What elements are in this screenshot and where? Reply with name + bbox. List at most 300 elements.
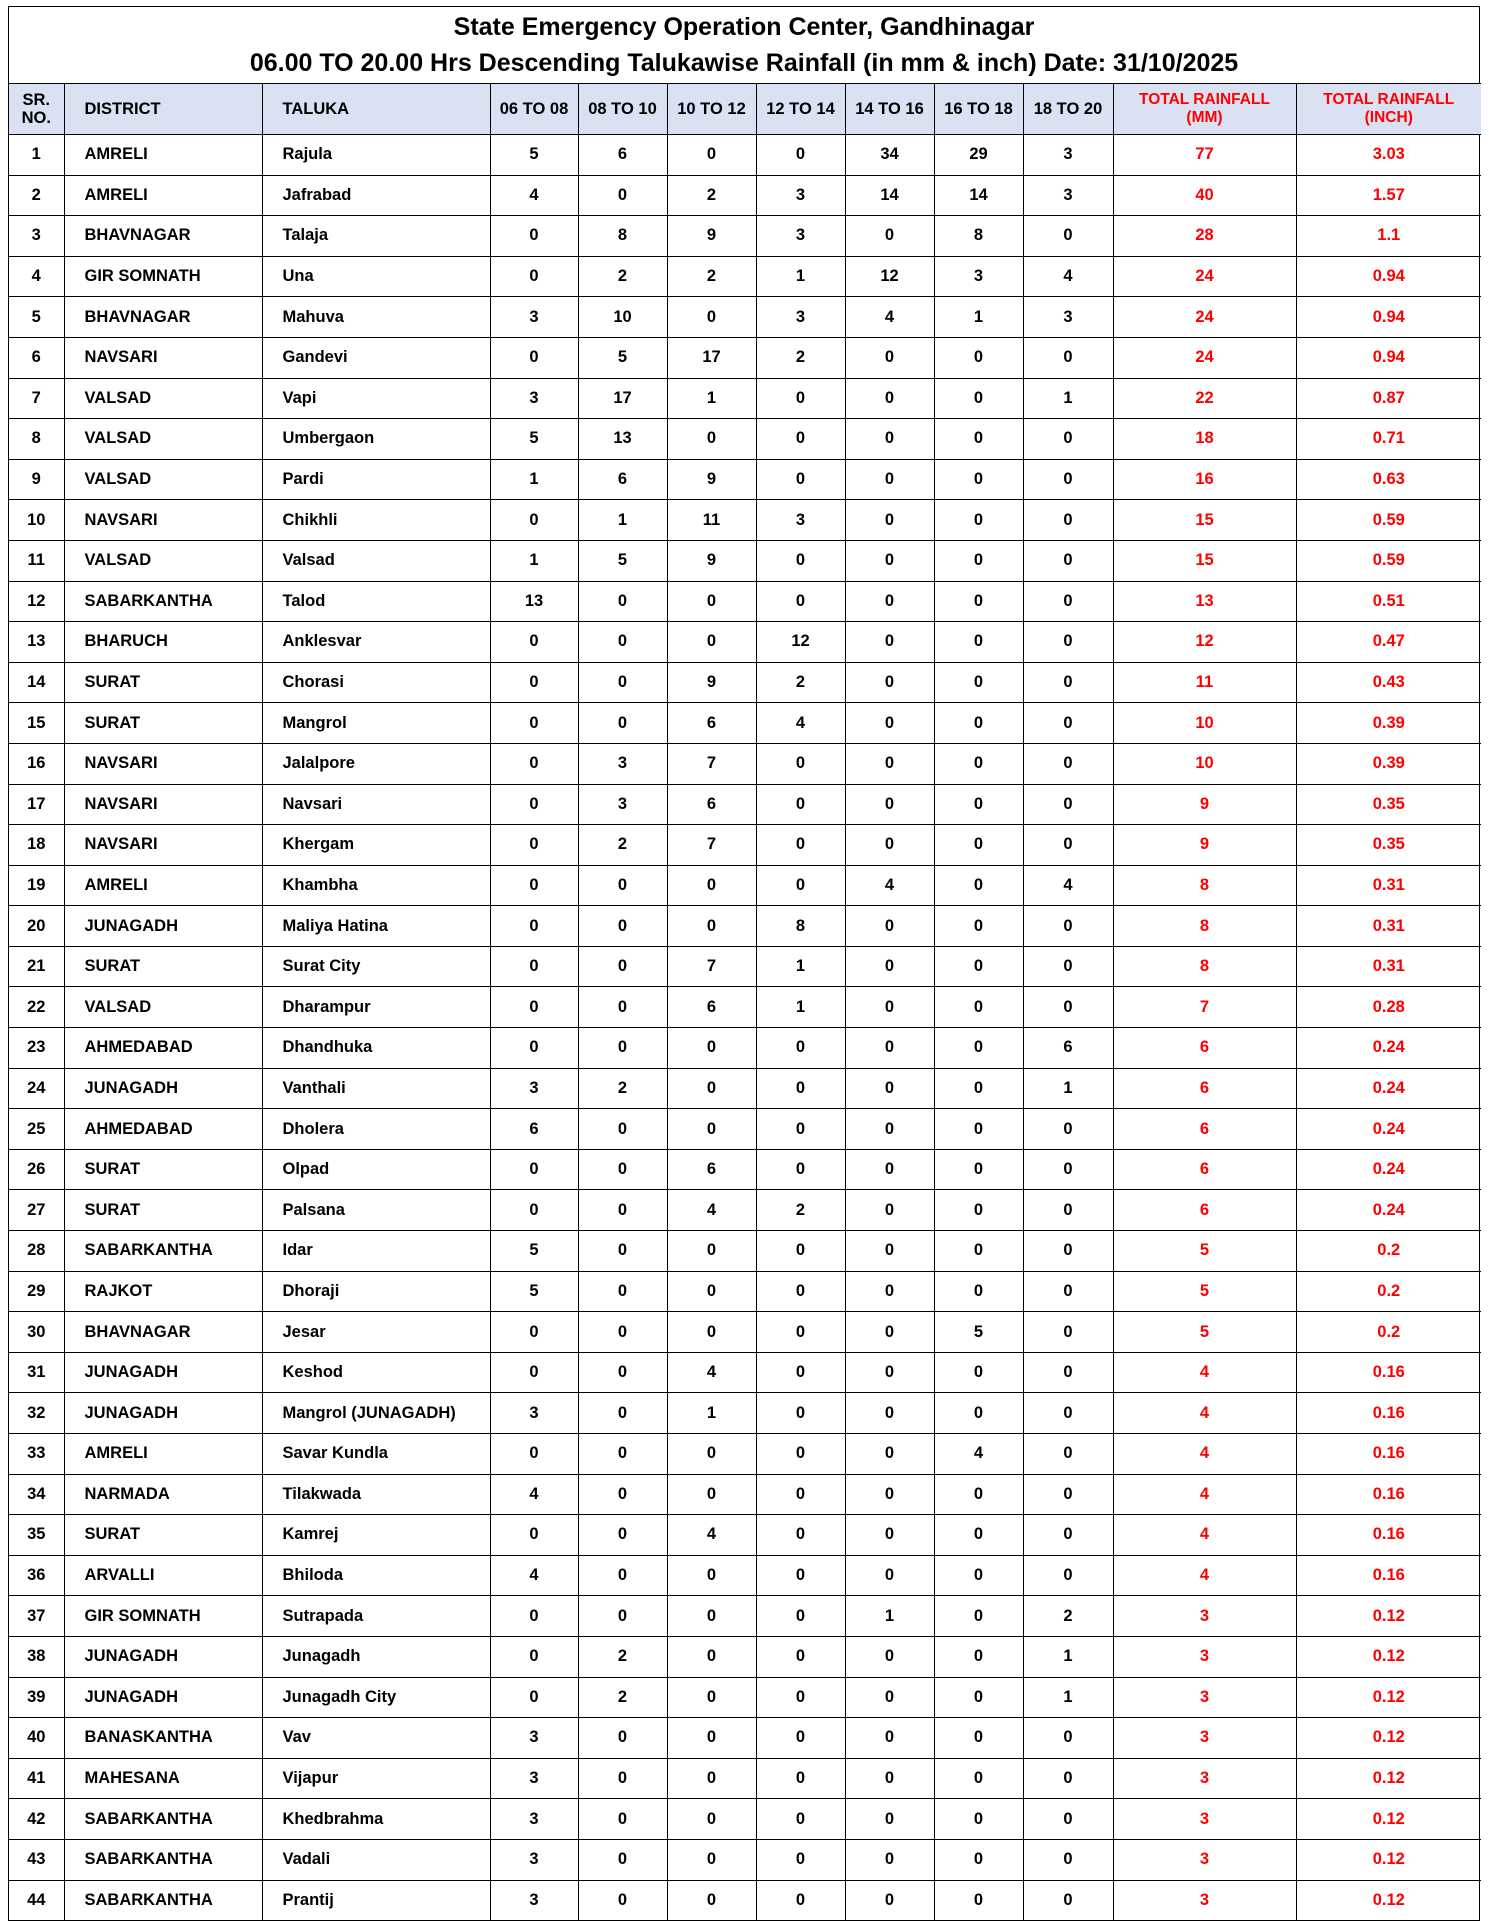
- cell-total-mm: 3: [1113, 1718, 1296, 1759]
- cell-total-inch: 0.16: [1296, 1393, 1481, 1434]
- cell-total-inch: 0.39: [1296, 743, 1481, 784]
- cell-14-16: 12: [845, 256, 934, 297]
- cell-06-08: 0: [490, 1636, 578, 1677]
- cell-10-12: 7: [667, 743, 756, 784]
- cell-sr-no: 7: [9, 378, 64, 419]
- cell-taluka: Mangrol (JUNAGADH): [262, 1393, 490, 1434]
- cell-total-mm: 8: [1113, 946, 1296, 987]
- cell-10-12: 0: [667, 1028, 756, 1069]
- cell-taluka: Khergam: [262, 825, 490, 866]
- cell-sr-no: 3: [9, 216, 64, 257]
- cell-08-10: 0: [578, 946, 667, 987]
- cell-14-16: 0: [845, 987, 934, 1028]
- cell-16-18: 0: [934, 1271, 1023, 1312]
- cell-10-12: 0: [667, 1799, 756, 1840]
- cell-16-18: 0: [934, 987, 1023, 1028]
- cell-16-18: 0: [934, 1474, 1023, 1515]
- cell-10-12: 1: [667, 1393, 756, 1434]
- cell-district: AHMEDABAD: [64, 1028, 262, 1069]
- cell-12-14: 0: [756, 1393, 845, 1434]
- cell-16-18: 0: [934, 459, 1023, 500]
- cell-taluka: Khambha: [262, 865, 490, 906]
- cell-08-10: 0: [578, 175, 667, 216]
- cell-sr-no: 36: [9, 1555, 64, 1596]
- cell-18-20: 0: [1023, 1434, 1113, 1475]
- cell-06-08: 0: [490, 987, 578, 1028]
- cell-06-08: 1: [490, 459, 578, 500]
- cell-12-14: 0: [756, 1352, 845, 1393]
- cell-08-10: 0: [578, 581, 667, 622]
- cell-10-12: 0: [667, 906, 756, 947]
- cell-18-20: 0: [1023, 1474, 1113, 1515]
- cell-district: JUNAGADH: [64, 906, 262, 947]
- cell-district: BHARUCH: [64, 622, 262, 663]
- cell-16-18: 0: [934, 1352, 1023, 1393]
- col-header-14-16: 14 TO 16: [845, 84, 934, 135]
- cell-08-10: 0: [578, 662, 667, 703]
- cell-14-16: 4: [845, 297, 934, 338]
- table-row: [9, 1596, 1481, 1637]
- cell-total-mm: 77: [1113, 135, 1296, 176]
- cell-total-inch: 0.35: [1296, 784, 1481, 825]
- cell-sr-no: 28: [9, 1231, 64, 1272]
- cell-16-18: 1: [934, 297, 1023, 338]
- cell-18-20: 0: [1023, 1190, 1113, 1231]
- cell-06-08: 0: [490, 662, 578, 703]
- cell-12-14: 0: [756, 135, 845, 176]
- cell-total-inch: 3.03: [1296, 135, 1481, 176]
- cell-18-20: 3: [1023, 297, 1113, 338]
- cell-total-inch: 1.57: [1296, 175, 1481, 216]
- cell-06-08: 5: [490, 419, 578, 460]
- cell-16-18: 0: [934, 784, 1023, 825]
- cell-total-inch: 0.12: [1296, 1839, 1481, 1880]
- cell-total-inch: 0.94: [1296, 337, 1481, 378]
- cell-total-mm: 11: [1113, 662, 1296, 703]
- cell-08-10: 5: [578, 337, 667, 378]
- cell-18-20: 0: [1023, 1515, 1113, 1556]
- cell-12-14: 2: [756, 337, 845, 378]
- cell-sr-no: 41: [9, 1758, 64, 1799]
- cell-12-14: 0: [756, 1799, 845, 1840]
- cell-18-20: 0: [1023, 1758, 1113, 1799]
- cell-06-08: 3: [490, 1393, 578, 1434]
- table-row: [9, 987, 1481, 1028]
- cell-total-inch: 0.43: [1296, 662, 1481, 703]
- cell-18-20: 0: [1023, 784, 1113, 825]
- cell-10-12: 0: [667, 1718, 756, 1759]
- table-row: [9, 216, 1481, 257]
- table-row: [9, 825, 1481, 866]
- cell-08-10: 0: [578, 1596, 667, 1637]
- header-row: [9, 84, 1481, 135]
- cell-14-16: 0: [845, 1109, 934, 1150]
- cell-district: SABARKANTHA: [64, 1880, 262, 1920]
- cell-10-12: 11: [667, 500, 756, 541]
- cell-district: AHMEDABAD: [64, 1109, 262, 1150]
- cell-taluka: Dharampur: [262, 987, 490, 1028]
- table-row: [9, 378, 1481, 419]
- cell-sr-no: 34: [9, 1474, 64, 1515]
- cell-16-18: 0: [934, 703, 1023, 744]
- table-row: [9, 784, 1481, 825]
- cell-08-10: 0: [578, 1555, 667, 1596]
- cell-16-18: 8: [934, 216, 1023, 257]
- cell-sr-no: 8: [9, 419, 64, 460]
- cell-12-14: 0: [756, 784, 845, 825]
- table-row: [9, 1352, 1481, 1393]
- table-row: [9, 1555, 1481, 1596]
- cell-08-10: 0: [578, 1799, 667, 1840]
- cell-total-inch: 0.12: [1296, 1718, 1481, 1759]
- cell-sr-no: 39: [9, 1677, 64, 1718]
- cell-14-16: 0: [845, 216, 934, 257]
- cell-06-08: 0: [490, 784, 578, 825]
- cell-12-14: 4: [756, 703, 845, 744]
- cell-18-20: 0: [1023, 419, 1113, 460]
- cell-16-18: 0: [934, 581, 1023, 622]
- report-subtitle: 06.00 TO 20.00 Hrs Descending Talukawise Rainfall (in mm & inch) Date: 31/10/2025: [249, 49, 1239, 77]
- cell-16-18: 0: [934, 1068, 1023, 1109]
- cell-sr-no: 43: [9, 1839, 64, 1880]
- cell-district: NARMADA: [64, 1474, 262, 1515]
- cell-16-18: 0: [934, 1190, 1023, 1231]
- cell-18-20: 0: [1023, 1231, 1113, 1272]
- cell-14-16: 0: [845, 500, 934, 541]
- cell-08-10: 6: [578, 459, 667, 500]
- cell-16-18: 0: [934, 540, 1023, 581]
- cell-district: VALSAD: [64, 419, 262, 460]
- cell-10-12: 0: [667, 419, 756, 460]
- cell-district: SURAT: [64, 1149, 262, 1190]
- cell-district: GIR SOMNATH: [64, 256, 262, 297]
- cell-16-18: 4: [934, 1434, 1023, 1475]
- col-header-total-mm-line2: (MM): [1186, 109, 1223, 126]
- cell-18-20: 0: [1023, 1109, 1113, 1150]
- cell-14-16: 0: [845, 825, 934, 866]
- cell-district: SABARKANTHA: [64, 581, 262, 622]
- cell-district: SURAT: [64, 946, 262, 987]
- cell-sr-no: 25: [9, 1109, 64, 1150]
- cell-district: NAVSARI: [64, 784, 262, 825]
- cell-14-16: 0: [845, 1271, 934, 1312]
- cell-12-14: 0: [756, 1758, 845, 1799]
- cell-16-18: 0: [934, 1555, 1023, 1596]
- cell-14-16: 0: [845, 1758, 934, 1799]
- col-header-sr-line2: NO.: [21, 109, 51, 127]
- cell-sr-no: 13: [9, 622, 64, 663]
- cell-08-10: 0: [578, 1271, 667, 1312]
- rainfall-table: [9, 83, 1481, 1920]
- cell-taluka: Jalalpore: [262, 743, 490, 784]
- cell-16-18: 0: [934, 1393, 1023, 1434]
- table-row: [9, 581, 1481, 622]
- cell-06-08: 0: [490, 703, 578, 744]
- cell-sr-no: 33: [9, 1434, 64, 1475]
- cell-sr-no: 14: [9, 662, 64, 703]
- cell-total-mm: 3: [1113, 1636, 1296, 1677]
- cell-10-12: 0: [667, 1880, 756, 1920]
- cell-taluka: Tilakwada: [262, 1474, 490, 1515]
- cell-taluka: Dhoraji: [262, 1271, 490, 1312]
- table-row: [9, 1149, 1481, 1190]
- table-row: [9, 1190, 1481, 1231]
- cell-10-12: 0: [667, 622, 756, 663]
- cell-10-12: 0: [667, 1474, 756, 1515]
- cell-16-18: 0: [934, 1109, 1023, 1150]
- cell-sr-no: 16: [9, 743, 64, 784]
- cell-14-16: 0: [845, 1636, 934, 1677]
- table-row: [9, 1718, 1481, 1759]
- cell-district: NAVSARI: [64, 337, 262, 378]
- cell-taluka: Gandevi: [262, 337, 490, 378]
- cell-10-12: 9: [667, 540, 756, 581]
- col-header-06-08: 06 TO 08: [490, 84, 578, 135]
- cell-sr-no: 42: [9, 1799, 64, 1840]
- cell-08-10: 2: [578, 256, 667, 297]
- cell-12-14: 0: [756, 743, 845, 784]
- cell-18-20: 0: [1023, 1718, 1113, 1759]
- table-row: [9, 419, 1481, 460]
- cell-12-14: 0: [756, 865, 845, 906]
- cell-district: BHAVNAGAR: [64, 297, 262, 338]
- cell-14-16: 0: [845, 1555, 934, 1596]
- cell-taluka: Sutrapada: [262, 1596, 490, 1637]
- cell-06-08: 3: [490, 297, 578, 338]
- cell-06-08: 0: [490, 256, 578, 297]
- cell-16-18: 0: [934, 500, 1023, 541]
- table-row: [9, 743, 1481, 784]
- cell-14-16: 34: [845, 135, 934, 176]
- cell-total-mm: 24: [1113, 297, 1296, 338]
- cell-total-mm: 3: [1113, 1880, 1296, 1920]
- table-row: [9, 540, 1481, 581]
- cell-16-18: 0: [934, 743, 1023, 784]
- cell-14-16: 0: [845, 1515, 934, 1556]
- table-row: [9, 1271, 1481, 1312]
- cell-18-20: 0: [1023, 906, 1113, 947]
- cell-18-20: 3: [1023, 175, 1113, 216]
- cell-14-16: 0: [845, 1434, 934, 1475]
- cell-taluka: Pardi: [262, 459, 490, 500]
- col-header-total-inch-line2: (INCH): [1364, 109, 1413, 126]
- cell-18-20: 1: [1023, 1636, 1113, 1677]
- cell-18-20: 0: [1023, 1799, 1113, 1840]
- table-row: [9, 1231, 1481, 1272]
- cell-12-14: 1: [756, 256, 845, 297]
- cell-total-inch: 0.24: [1296, 1109, 1481, 1150]
- cell-sr-no: 44: [9, 1880, 64, 1920]
- cell-taluka: Jafrabad: [262, 175, 490, 216]
- cell-12-14: 2: [756, 1190, 845, 1231]
- cell-16-18: 0: [934, 865, 1023, 906]
- cell-14-16: 0: [845, 703, 934, 744]
- cell-district: SURAT: [64, 1515, 262, 1556]
- cell-sr-no: 19: [9, 865, 64, 906]
- cell-18-20: 0: [1023, 581, 1113, 622]
- cell-08-10: 2: [578, 1636, 667, 1677]
- cell-10-12: 6: [667, 987, 756, 1028]
- cell-14-16: 0: [845, 1190, 934, 1231]
- cell-06-08: 0: [490, 1352, 578, 1393]
- report-header: [9, 7, 1479, 83]
- cell-12-14: 1: [756, 946, 845, 987]
- cell-total-inch: 1.1: [1296, 216, 1481, 257]
- cell-14-16: 0: [845, 1068, 934, 1109]
- cell-06-08: 4: [490, 1555, 578, 1596]
- cell-district: AMRELI: [64, 175, 262, 216]
- cell-12-14: 0: [756, 1231, 845, 1272]
- cell-12-14: 0: [756, 1312, 845, 1353]
- cell-14-16: 0: [845, 581, 934, 622]
- cell-12-14: 8: [756, 906, 845, 947]
- cell-sr-no: 1: [9, 135, 64, 176]
- cell-08-10: 0: [578, 622, 667, 663]
- cell-10-12: 0: [667, 865, 756, 906]
- cell-10-12: 6: [667, 784, 756, 825]
- cell-16-18: 0: [934, 1880, 1023, 1920]
- cell-total-mm: 5: [1113, 1271, 1296, 1312]
- cell-taluka: Olpad: [262, 1149, 490, 1190]
- cell-06-08: 3: [490, 1880, 578, 1920]
- cell-total-inch: 0.16: [1296, 1515, 1481, 1556]
- cell-12-14: 0: [756, 1068, 845, 1109]
- cell-18-20: 0: [1023, 1352, 1113, 1393]
- cell-sr-no: 9: [9, 459, 64, 500]
- cell-18-20: 0: [1023, 500, 1113, 541]
- cell-taluka: Junagadh City: [262, 1677, 490, 1718]
- cell-sr-no: 12: [9, 581, 64, 622]
- cell-06-08: 0: [490, 743, 578, 784]
- cell-10-12: 6: [667, 1149, 756, 1190]
- cell-14-16: 0: [845, 540, 934, 581]
- cell-taluka: Junagadh: [262, 1636, 490, 1677]
- cell-district: VALSAD: [64, 459, 262, 500]
- cell-06-08: 0: [490, 337, 578, 378]
- cell-12-14: 0: [756, 1636, 845, 1677]
- cell-district: BANASKANTHA: [64, 1718, 262, 1759]
- table-row: [9, 1474, 1481, 1515]
- cell-10-12: 17: [667, 337, 756, 378]
- cell-16-18: 0: [934, 1596, 1023, 1637]
- cell-10-12: 0: [667, 135, 756, 176]
- cell-10-12: 7: [667, 825, 756, 866]
- table-row: [9, 1312, 1481, 1353]
- table-row: [9, 662, 1481, 703]
- cell-12-14: 3: [756, 175, 845, 216]
- cell-18-20: 0: [1023, 743, 1113, 784]
- cell-12-14: 0: [756, 1028, 845, 1069]
- cell-sr-no: 31: [9, 1352, 64, 1393]
- cell-08-10: 0: [578, 865, 667, 906]
- cell-18-20: 4: [1023, 865, 1113, 906]
- cell-06-08: 4: [490, 1474, 578, 1515]
- table-row: [9, 1799, 1481, 1840]
- table-row: [9, 1758, 1481, 1799]
- cell-total-inch: 0.59: [1296, 540, 1481, 581]
- cell-taluka: Talaja: [262, 216, 490, 257]
- cell-16-18: 0: [934, 662, 1023, 703]
- cell-14-16: 0: [845, 1028, 934, 1069]
- table-row: [9, 622, 1481, 663]
- cell-taluka: Surat City: [262, 946, 490, 987]
- cell-10-12: 0: [667, 1068, 756, 1109]
- cell-district: NAVSARI: [64, 500, 262, 541]
- cell-16-18: 0: [934, 1799, 1023, 1840]
- cell-12-14: 0: [756, 1839, 845, 1880]
- cell-14-16: 0: [845, 1393, 934, 1434]
- cell-12-14: 0: [756, 1434, 845, 1475]
- cell-total-inch: 0.16: [1296, 1555, 1481, 1596]
- cell-08-10: 5: [578, 540, 667, 581]
- cell-total-inch: 0.24: [1296, 1068, 1481, 1109]
- table-row: [9, 1028, 1481, 1069]
- cell-08-10: 13: [578, 419, 667, 460]
- cell-08-10: 0: [578, 1312, 667, 1353]
- cell-sr-no: 22: [9, 987, 64, 1028]
- cell-total-inch: 0.16: [1296, 1434, 1481, 1475]
- cell-total-mm: 3: [1113, 1758, 1296, 1799]
- cell-total-mm: 28: [1113, 216, 1296, 257]
- col-header-18-20: 18 TO 20: [1023, 84, 1113, 135]
- cell-06-08: 0: [490, 1028, 578, 1069]
- cell-total-inch: 0.24: [1296, 1149, 1481, 1190]
- cell-district: RAJKOT: [64, 1271, 262, 1312]
- table-row: [9, 1109, 1481, 1150]
- cell-10-12: 0: [667, 297, 756, 338]
- cell-total-mm: 4: [1113, 1434, 1296, 1475]
- cell-18-20: 0: [1023, 540, 1113, 581]
- cell-total-inch: 0.12: [1296, 1758, 1481, 1799]
- cell-district: AMRELI: [64, 1434, 262, 1475]
- cell-14-16: 0: [845, 1352, 934, 1393]
- cell-08-10: 0: [578, 1231, 667, 1272]
- cell-taluka: Chikhli: [262, 500, 490, 541]
- cell-06-08: 1: [490, 540, 578, 581]
- cell-06-08: 0: [490, 1149, 578, 1190]
- cell-total-inch: 0.31: [1296, 946, 1481, 987]
- cell-sr-no: 2: [9, 175, 64, 216]
- cell-08-10: 0: [578, 1028, 667, 1069]
- cell-10-12: 9: [667, 459, 756, 500]
- cell-taluka: Prantij: [262, 1880, 490, 1920]
- cell-10-12: 0: [667, 1636, 756, 1677]
- cell-total-inch: 0.16: [1296, 1352, 1481, 1393]
- cell-sr-no: 15: [9, 703, 64, 744]
- cell-16-18: 0: [934, 1515, 1023, 1556]
- cell-taluka: Navsari: [262, 784, 490, 825]
- cell-14-16: 0: [845, 946, 934, 987]
- cell-sr-no: 37: [9, 1596, 64, 1637]
- cell-total-inch: 0.24: [1296, 1190, 1481, 1231]
- cell-12-14: 0: [756, 1149, 845, 1190]
- table-row: [9, 256, 1481, 297]
- cell-12-14: 0: [756, 1515, 845, 1556]
- cell-14-16: 0: [845, 337, 934, 378]
- cell-16-18: 0: [934, 622, 1023, 663]
- cell-14-16: 0: [845, 1231, 934, 1272]
- cell-08-10: 3: [578, 784, 667, 825]
- cell-08-10: 10: [578, 297, 667, 338]
- cell-16-18: 0: [934, 337, 1023, 378]
- cell-08-10: 0: [578, 1190, 667, 1231]
- table-row: [9, 1880, 1481, 1920]
- cell-14-16: 0: [845, 459, 934, 500]
- cell-18-20: 1: [1023, 1068, 1113, 1109]
- cell-18-20: 6: [1023, 1028, 1113, 1069]
- cell-12-14: 0: [756, 540, 845, 581]
- cell-16-18: 0: [934, 1677, 1023, 1718]
